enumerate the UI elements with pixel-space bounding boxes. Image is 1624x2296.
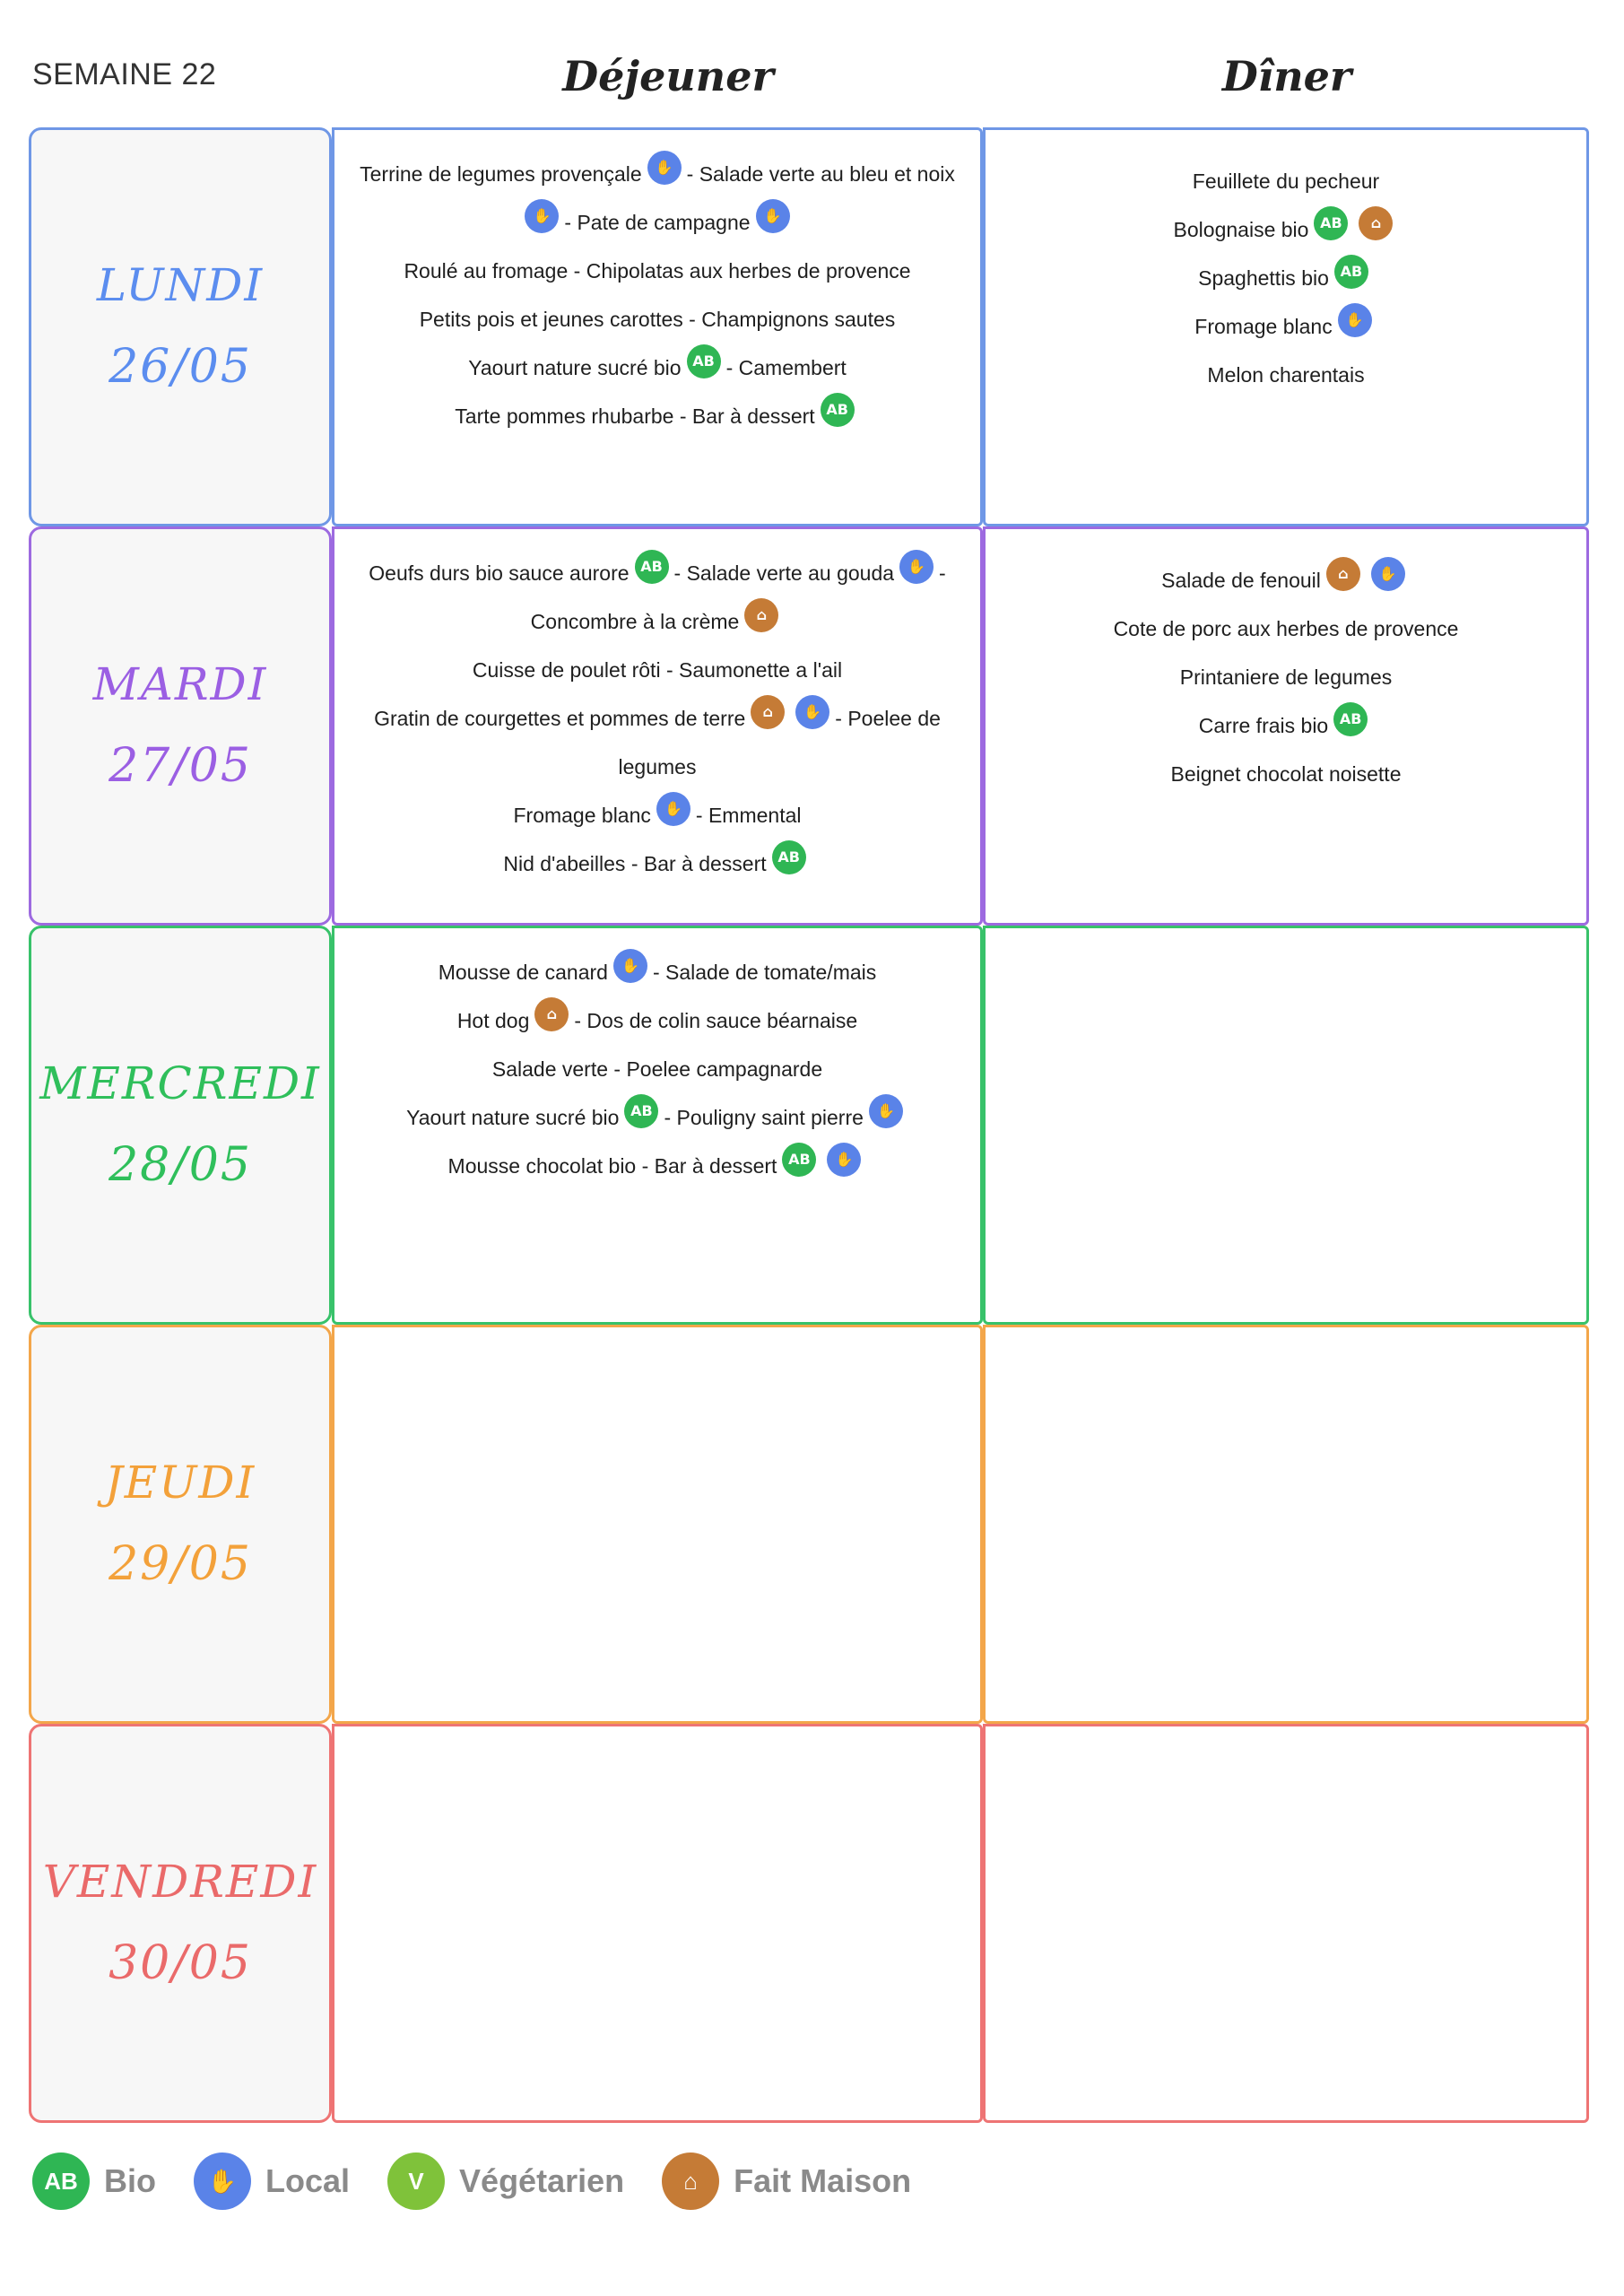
menu-line — [1003, 750, 1568, 798]
local-icon: ✋ — [899, 550, 934, 584]
menu-item-text: Yaourt nature sucré bio — [406, 1106, 620, 1129]
bio-icon: AB — [687, 344, 721, 378]
menu-item-text: Yaourt nature sucré bio — [468, 356, 682, 379]
menu-line — [1003, 254, 1568, 302]
menu-line — [1003, 351, 1568, 399]
dinner-cell-mardi — [983, 526, 1589, 926]
local-icon: ✋ — [1338, 303, 1372, 337]
menu-item-text: - Salade verte au gouda — [673, 561, 895, 585]
menu-item-text: Tarte pommes rhubarbe - Bar à dessert — [455, 404, 815, 428]
menu-line — [352, 1142, 962, 1190]
menu-item-text: - Camembert — [725, 356, 847, 379]
menu-line — [1003, 701, 1568, 750]
menu-item-text: - Dos de colin sauce béarnaise — [574, 1009, 858, 1032]
lunch-cell-jeudi — [332, 1325, 983, 1724]
menu-item-text: - Salade de tomate/mais — [652, 961, 877, 984]
fait-maison-icon: ⌂ — [662, 2152, 719, 2210]
legend-label: Végétarien — [459, 2162, 625, 2199]
local-icon: ✋ — [795, 695, 829, 729]
menu-item-text: Nid d'abeilles - Bar à dessert — [503, 852, 767, 875]
legend-item-bio — [32, 2152, 156, 2210]
menu-item-text: legumes — [618, 755, 697, 778]
menu-line — [352, 948, 962, 996]
menu-line — [1003, 653, 1568, 701]
menu-item-text: Salade verte - Poelee campagnarde — [491, 1057, 823, 1081]
day-name: MERCREDI — [39, 1057, 321, 1109]
vegetarian-icon: V — [387, 2152, 445, 2210]
legend — [32, 2152, 949, 2210]
menu-item-text: Concombre à la crème — [530, 610, 740, 633]
legend-label: Local — [265, 2162, 351, 2199]
menu-item-text: - — [939, 561, 946, 585]
local-icon: ✋ — [1371, 557, 1405, 591]
menu-item-text: Fromage blanc — [1194, 315, 1333, 338]
menu-item-text: Printaniere de legumes — [1179, 665, 1393, 689]
day-cell-lundi — [29, 127, 332, 526]
bio-icon: AB — [1334, 255, 1368, 289]
menu-line — [352, 1093, 962, 1142]
day-date: 27/05 — [109, 738, 252, 793]
menu-item-text: Cote de porc aux herbes de provence — [1113, 617, 1459, 640]
menu-item-text: - Salade verte au bleu et noix — [686, 162, 955, 186]
menu-line — [352, 839, 962, 888]
lunch-cell-vendredi — [332, 1724, 983, 2123]
menu-line — [352, 743, 962, 791]
local-icon: ✋ — [869, 1094, 903, 1128]
menu-item-text: Feuillete du pecheur — [1192, 170, 1380, 193]
fait-maison-icon: ⌂ — [534, 997, 569, 1031]
menu-line — [1003, 556, 1568, 604]
dinner-cell-vendredi — [983, 1724, 1589, 2123]
legend-item-maison — [662, 2152, 911, 2210]
menu-item-text: Terrine de legumes provençale — [360, 162, 642, 186]
dinner-cell-jeudi — [983, 1325, 1589, 1724]
menu-item-text: Salade de fenouil — [1161, 569, 1321, 592]
bio-icon: AB — [1314, 206, 1348, 240]
menu-line — [352, 247, 962, 295]
menu-line — [352, 694, 962, 743]
menu-line — [352, 791, 962, 839]
dinner-column-header: Dîner — [1221, 52, 1352, 100]
menu-line — [352, 392, 962, 440]
day-cell-jeudi — [29, 1325, 332, 1724]
bio-icon: AB — [821, 393, 855, 427]
day-cell-vendredi — [29, 1724, 332, 2123]
fait-maison-icon: ⌂ — [744, 598, 778, 632]
legend-item-local — [194, 2152, 350, 2210]
local-icon: ✋ — [194, 2152, 251, 2210]
legend-item-vege — [387, 2152, 624, 2210]
menu-line — [352, 996, 962, 1045]
day-date: 26/05 — [109, 339, 252, 394]
bio-icon: AB — [772, 840, 806, 874]
menu-item-text: Bolognaise bio — [1173, 218, 1309, 241]
week-label: SEMAINE 22 — [32, 57, 217, 91]
day-cell-mardi — [29, 526, 332, 926]
menu-line — [1003, 157, 1568, 205]
day-name: MARDI — [92, 657, 268, 710]
lunch-column-header: Déjeuner — [562, 52, 774, 100]
local-icon: ✋ — [656, 792, 690, 826]
menu-line — [352, 646, 962, 694]
dinner-cell-mercredi — [983, 926, 1589, 1325]
day-date: 29/05 — [109, 1536, 252, 1591]
menu-item-text: Melon charentais — [1207, 363, 1365, 387]
menu-line — [352, 1045, 962, 1093]
day-name: VENDREDI — [42, 1855, 318, 1908]
menu-item-text: Beignet chocolat noisette — [1170, 762, 1402, 786]
fait-maison-icon: ⌂ — [1359, 206, 1393, 240]
bio-icon: AB — [782, 1143, 816, 1177]
day-cell-mercredi — [29, 926, 332, 1325]
menu-line — [1003, 205, 1568, 254]
menu-item-text: Roulé au fromage - Chipolatas aux herbes de provence — [404, 259, 911, 283]
menu-item-text: - Pouligny saint pierre — [664, 1106, 864, 1129]
lunch-cell-lundi — [332, 127, 983, 526]
lunch-cell-mardi — [332, 526, 983, 926]
day-name: LUNDI — [96, 258, 265, 311]
menu-line — [1003, 302, 1568, 351]
menu-item-text: Spaghettis bio — [1198, 266, 1329, 290]
bio-icon: AB — [1333, 702, 1368, 736]
weekly-menu-grid — [29, 127, 1589, 2123]
day-date: 28/05 — [109, 1137, 252, 1192]
menu-item-text: Hot dog — [456, 1009, 530, 1032]
dinner-cell-lundi — [983, 127, 1589, 526]
bio-icon: AB — [635, 550, 669, 584]
menu-item-text: - Emmental — [695, 804, 802, 827]
menu-item-text: Mousse chocolat bio - Bar à dessert — [447, 1154, 777, 1178]
menu-item-text: Carre frais bio — [1198, 714, 1329, 737]
menu-line — [352, 597, 962, 646]
lunch-cell-mercredi — [332, 926, 983, 1325]
fait-maison-icon: ⌂ — [751, 695, 785, 729]
menu-line — [352, 295, 962, 344]
menu-line — [352, 198, 962, 247]
day-date: 30/05 — [109, 1935, 252, 1990]
menu-item-text: Mousse de canard — [438, 961, 608, 984]
legend-label: Bio — [104, 2162, 156, 2199]
day-name: JEUDI — [104, 1456, 256, 1509]
fait-maison-icon: ⌂ — [1326, 557, 1360, 591]
bio-icon: AB — [624, 1094, 658, 1128]
local-icon: ✋ — [647, 151, 682, 185]
menu-item-text: Gratin de courgettes et pommes de terre — [374, 707, 746, 730]
menu-item-text: Fromage blanc — [513, 804, 651, 827]
bio-icon: AB — [32, 2152, 90, 2210]
menu-item-text: Petits pois et jeunes carottes - Champignons sautes — [419, 308, 896, 331]
menu-line — [352, 150, 962, 198]
local-icon: ✋ — [525, 199, 559, 233]
menu-item-text: Cuisse de poulet rôti - Saumonette a l'ail — [472, 658, 843, 682]
legend-label: Fait Maison — [734, 2162, 912, 2199]
local-icon: ✋ — [827, 1143, 861, 1177]
menu-line — [352, 549, 962, 597]
menu-item-text: - Poelee de — [835, 707, 941, 730]
local-icon: ✋ — [613, 949, 647, 983]
menu-line — [352, 344, 962, 392]
local-icon: ✋ — [756, 199, 790, 233]
menu-line — [1003, 604, 1568, 653]
menu-item-text: - Pate de campagne — [564, 211, 751, 234]
menu-item-text: Oeufs durs bio sauce aurore — [369, 561, 630, 585]
